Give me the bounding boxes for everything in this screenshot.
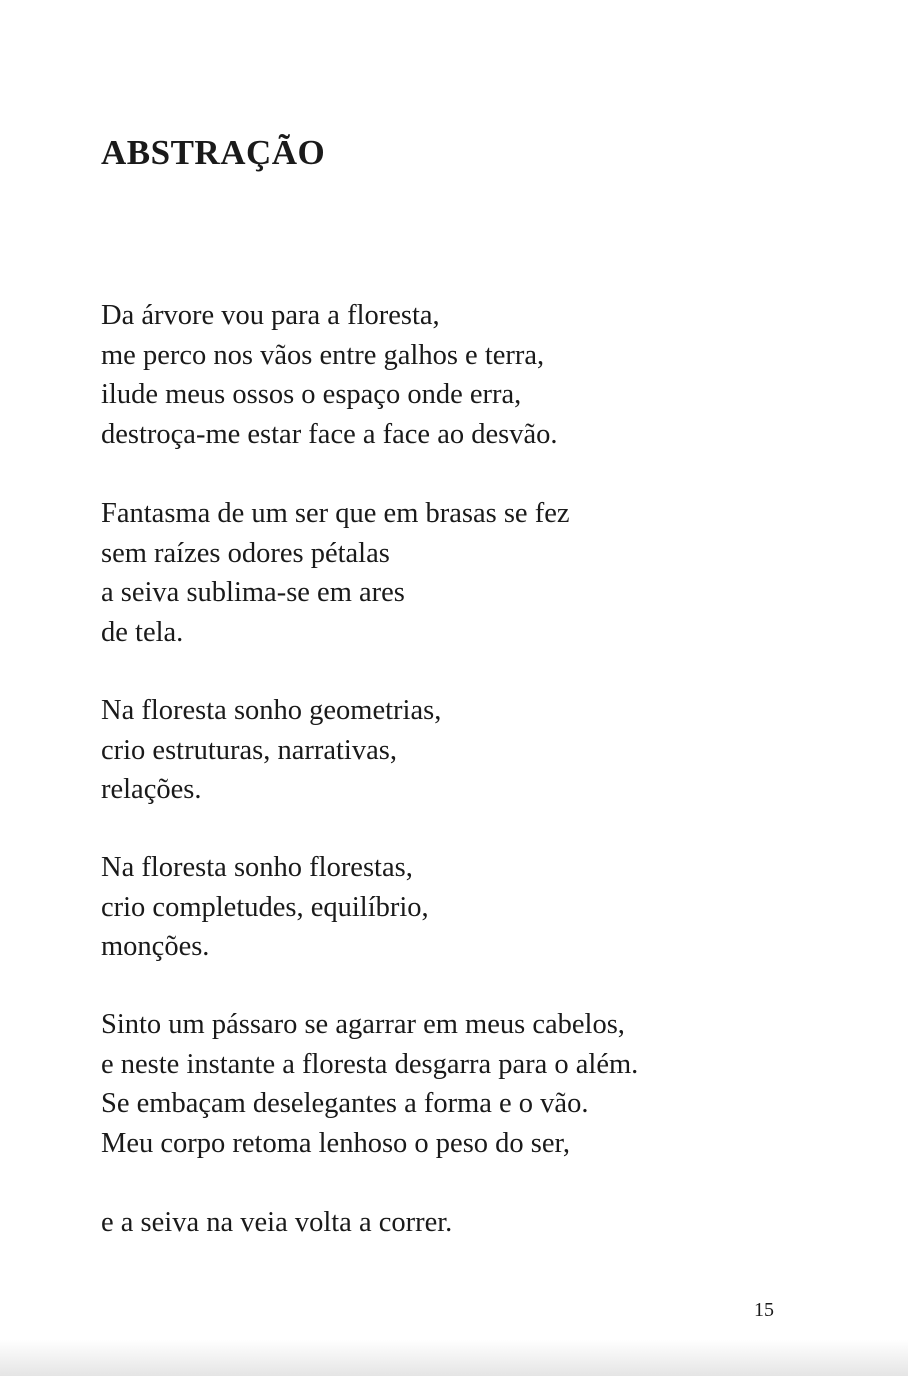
stanza-1 <box>101 296 558 454</box>
poem-line: crio estruturas, narrativas, <box>101 734 397 766</box>
poem-line: Da árvore vou para a floresta, <box>101 300 440 331</box>
stanza-4 <box>101 848 429 967</box>
page-number: 15 <box>754 1299 774 1321</box>
poem-line: Fantasma de um ser que em brasas se fez <box>101 498 570 529</box>
page-bottom-shadow <box>0 1340 908 1376</box>
stanza-5 <box>101 1005 638 1163</box>
poem-line: Meu corpo retoma lenhoso o peso do ser, <box>101 1127 570 1159</box>
poem-line: e a seiva na veia volta a correr. <box>101 1207 453 1238</box>
poem-line: Na floresta sonho florestas, <box>101 852 413 883</box>
poem-line: e neste instante a floresta desgarra para o além. <box>101 1048 639 1080</box>
poem-line: crio completudes, equilíbrio, <box>101 891 429 923</box>
poem-line: sem raízes odores pétalas <box>101 537 390 569</box>
stanza-3 <box>101 691 441 810</box>
poem-line: relações. <box>101 774 202 806</box>
stanza-6 <box>101 1203 452 1243</box>
poem-line: Se embaçam deselegantes a forma e o vão. <box>101 1088 589 1120</box>
poem-line: a seiva sublima-se em ares <box>101 577 405 609</box>
poem-title: ABSTRAÇÃO <box>101 133 326 172</box>
poem-line: ilude meus ossos o espaço onde erra, <box>101 379 522 411</box>
poem-line: de tela. <box>101 616 184 648</box>
poem-line: me perco nos vãos entre galhos e terra, <box>101 339 545 371</box>
poem-line: monções. <box>101 931 210 963</box>
poem-line: Sinto um pássaro se agarrar em meus cabelos, <box>101 1009 625 1040</box>
stanza-2 <box>101 494 570 652</box>
poem-line: Na floresta sonho geometrias, <box>101 695 442 726</box>
poem-line: destroça-me estar face a face ao desvão. <box>101 418 558 450</box>
